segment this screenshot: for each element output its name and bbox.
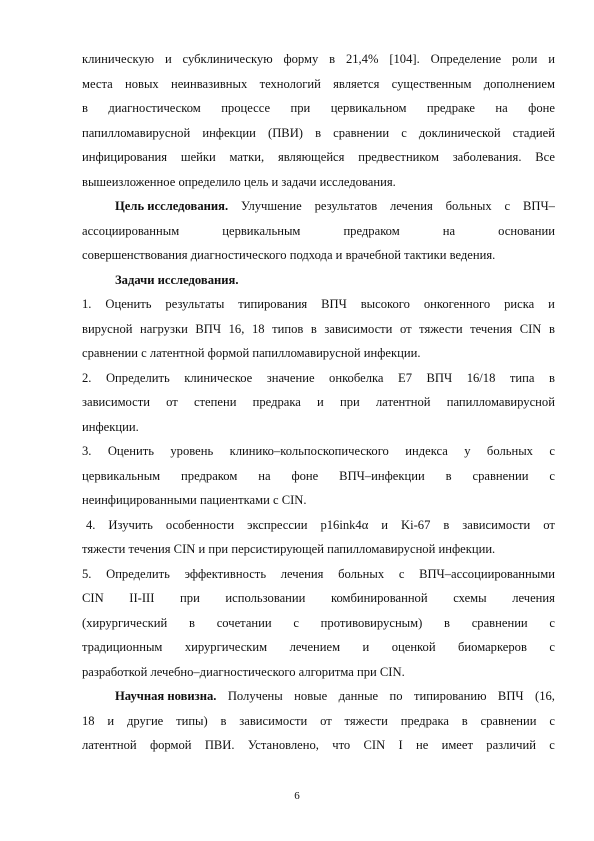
word: инфицирования (82, 150, 168, 164)
word: ВПЧ– (522, 199, 555, 213)
word: значение (266, 370, 315, 385)
word: в (329, 52, 336, 66)
word: и (107, 713, 115, 728)
word: от (166, 395, 178, 409)
word: в (443, 517, 450, 532)
word: CIN (363, 738, 386, 752)
word: лечения (280, 566, 324, 581)
word: ВПЧ (497, 689, 524, 703)
word: основании (498, 223, 555, 238)
word: с (549, 640, 555, 654)
word: данные (338, 689, 379, 703)
word: онкогенного (423, 297, 491, 311)
word: сравнении (333, 125, 390, 140)
word: при (180, 591, 200, 605)
word: ВПЧ (426, 370, 453, 385)
word: заболевания. (452, 150, 522, 164)
word: лечением (289, 640, 341, 654)
word: традиционным (82, 640, 163, 654)
word: 1. (82, 297, 92, 311)
word: II-III (129, 591, 155, 605)
word: оценкой (391, 640, 436, 654)
word: риска (504, 297, 535, 311)
word: Определить (106, 566, 170, 581)
word: матки, (229, 150, 265, 164)
document-page (82, 47, 555, 758)
text-line (82, 586, 555, 611)
word: в (548, 370, 555, 385)
word: цервикальным (82, 468, 161, 483)
word: p16ink4α (320, 517, 369, 532)
word: Изучить (108, 517, 153, 532)
word: латентной (375, 395, 431, 409)
text-line (82, 72, 555, 97)
text-line: неинфицированными пациентками с CIN. (82, 493, 307, 507)
word: в (461, 713, 468, 728)
text-line: инфекции. (82, 419, 139, 434)
word: доклинической (418, 125, 501, 140)
word: CIN (519, 321, 542, 336)
word: и (317, 395, 324, 409)
word: уровень (170, 444, 214, 458)
text-line (82, 366, 555, 391)
word: Получены (227, 689, 283, 703)
word: различий (486, 738, 536, 752)
word: места (82, 76, 113, 91)
word: предраком (343, 223, 400, 238)
word: Ki-67 (401, 517, 431, 532)
word: противовирусным) (320, 615, 423, 630)
word: зависимости (82, 395, 150, 409)
word: Е7 (398, 370, 412, 385)
word: 21,4% (345, 52, 379, 66)
word: шейки (180, 150, 216, 164)
word: Все (535, 150, 555, 164)
word: предрака (252, 395, 301, 409)
word: с (293, 615, 299, 630)
word: 4. (86, 517, 96, 532)
word: с (549, 444, 555, 458)
word: что (332, 738, 351, 752)
word: ВПЧ (195, 321, 222, 336)
word: папилломавирусной (82, 125, 191, 140)
word: субклиническую (182, 52, 273, 66)
word: вирусной (82, 321, 133, 336)
word: с (549, 468, 555, 483)
word: 2. (82, 370, 92, 385)
word: биомаркеров (458, 640, 527, 654)
word: хирургическим (184, 640, 268, 654)
word: с (549, 615, 555, 630)
word: сравнении (472, 468, 529, 483)
word: 16/18 (466, 370, 496, 385)
word: фоне (291, 468, 319, 483)
text-line (82, 194, 555, 219)
word: являющейся (277, 150, 345, 164)
word: больных (338, 566, 385, 581)
word: 18 (251, 321, 265, 336)
word: сравнении (471, 615, 528, 630)
word: цервикальном (330, 101, 407, 115)
word: лечения (512, 591, 555, 605)
word: с (401, 125, 407, 140)
text-line (82, 292, 555, 317)
word: результаты (165, 297, 225, 311)
text-line (82, 611, 555, 636)
word: 5. (82, 566, 92, 581)
word: латентной (82, 738, 137, 752)
word: I (398, 738, 403, 752)
word: CIN (82, 591, 104, 605)
word: существенным (391, 76, 472, 91)
word: стадией (512, 125, 555, 140)
word: дополнением (483, 76, 555, 91)
word: с (398, 566, 405, 581)
word: в (189, 615, 195, 630)
text-line (82, 121, 555, 146)
text-line (82, 684, 555, 709)
word: в (445, 468, 452, 483)
word: типы) (176, 713, 208, 728)
word: комбинированной (330, 591, 428, 605)
word: ВПЧ (321, 297, 347, 311)
word: клиническое (184, 370, 253, 385)
word: клинико–кольпоскопического (229, 444, 389, 458)
word: (ПВИ) (268, 125, 303, 140)
text-line (82, 439, 555, 464)
word: формой (149, 738, 192, 752)
word: ВПЧ–ассоциированными (419, 566, 555, 581)
text-line (82, 390, 555, 415)
tasks-heading: Задачи исследования. (115, 272, 239, 287)
word: и (362, 640, 370, 654)
word: в (315, 125, 322, 140)
word: сравнении (480, 713, 537, 728)
word: предраке (426, 101, 475, 115)
word: Определение (430, 52, 502, 66)
word: использовании (225, 591, 306, 605)
text-line (82, 317, 555, 342)
word: имеет (441, 738, 473, 752)
text-line: сравнении с латентной формой папилломавирусной инфекции. (82, 346, 421, 360)
word: клиническую (82, 52, 155, 66)
word: на (258, 468, 271, 483)
word: типов (272, 321, 304, 336)
word: типирования (238, 297, 308, 311)
word: папилломавирусной (446, 395, 555, 409)
word: с (504, 199, 511, 213)
word: от (543, 517, 555, 532)
word: не (415, 738, 429, 752)
word: Оценить (105, 297, 152, 311)
word: от (399, 321, 412, 336)
word: ВПЧ–инфекции (339, 468, 425, 483)
word: с (549, 738, 555, 752)
word: онкобелка (329, 370, 384, 385)
word: новые (294, 689, 328, 703)
word: другие (126, 713, 164, 728)
word: неинвазивных (170, 76, 248, 91)
word: нагрузки (140, 321, 188, 336)
word: Оценить (107, 444, 154, 458)
word: зависимости (462, 517, 531, 532)
word: предраком (181, 468, 238, 483)
word: и (548, 297, 555, 311)
word: является (333, 76, 380, 91)
word: типа (509, 370, 535, 385)
word: больных (486, 444, 533, 458)
word: [104]. (389, 52, 420, 66)
word: высокого (360, 297, 410, 311)
word: при (339, 395, 360, 409)
word: предвестником (358, 150, 439, 164)
word: на (442, 223, 456, 238)
word: (хирургический (82, 615, 168, 630)
word: Цель исследования. (115, 199, 229, 213)
word: в (310, 321, 317, 336)
word: в (82, 101, 88, 115)
word: больных (445, 199, 492, 213)
word: технологий (259, 76, 321, 91)
word: особенности (165, 517, 235, 532)
word: диагностическом (108, 101, 201, 115)
word: типированию (413, 689, 487, 703)
word: лечения (389, 199, 433, 213)
text-line (82, 513, 555, 538)
text-line: вышеизложенное определило цель и задачи исследования. (82, 174, 396, 189)
word: течения (470, 321, 513, 336)
word: предрака (400, 713, 449, 728)
word: Определить (105, 370, 170, 385)
text-line (82, 96, 555, 121)
word: схемы (453, 591, 487, 605)
word: 16, (228, 321, 245, 336)
word: на (495, 101, 508, 115)
word: и (381, 517, 389, 532)
word: у (464, 444, 471, 458)
word: цервикальным (222, 223, 301, 238)
text-line (82, 219, 555, 244)
word: по (389, 689, 403, 703)
word: с (549, 713, 555, 728)
word: инфекции (202, 125, 256, 140)
word: Улучшение (240, 199, 302, 213)
word: тяжести (344, 713, 388, 728)
word: и (164, 52, 172, 66)
word: (16, (535, 689, 555, 703)
text-line: разработкой лечебно–диагностического алгоритма при CIN. (82, 664, 405, 679)
word: 18 (82, 713, 95, 728)
word: Установлено, (247, 738, 319, 752)
word: экспрессии (247, 517, 308, 532)
page-number: 6 (294, 790, 300, 802)
word: фоне (528, 101, 555, 115)
word: зависимости (239, 713, 308, 728)
word: ассоциированным (82, 223, 180, 238)
word: зависимости (324, 321, 393, 336)
word: новых (124, 76, 159, 91)
word: 3. (82, 444, 92, 458)
text-line (82, 562, 555, 587)
word: индекса (405, 444, 448, 458)
word: в (444, 615, 450, 630)
word: результатов (314, 199, 378, 213)
word: в (548, 321, 555, 336)
word: и (548, 52, 555, 66)
word: при (290, 101, 311, 115)
word: процессе (221, 101, 271, 115)
text-line: совершенствования диагностического подхода и врачебной тактики ведения. (82, 248, 496, 262)
word: сочетании (216, 615, 272, 630)
text-line (82, 709, 555, 734)
text-line (82, 47, 555, 72)
word: эффективность (184, 566, 267, 581)
word: роли (511, 52, 538, 66)
word: ПВИ. (204, 738, 235, 752)
text-line: тяжести течения CIN и при персистирующей папилломавирусной инфекции. (82, 542, 496, 556)
word: форму (283, 52, 319, 66)
word: Научная новизна. (115, 689, 217, 703)
word: тяжести (419, 321, 463, 336)
word: степени (193, 395, 237, 409)
text-line (82, 635, 555, 660)
text-line (82, 145, 555, 170)
word: от (320, 713, 332, 728)
word: в (220, 713, 227, 728)
text-line (82, 733, 555, 758)
text-line (82, 464, 555, 489)
